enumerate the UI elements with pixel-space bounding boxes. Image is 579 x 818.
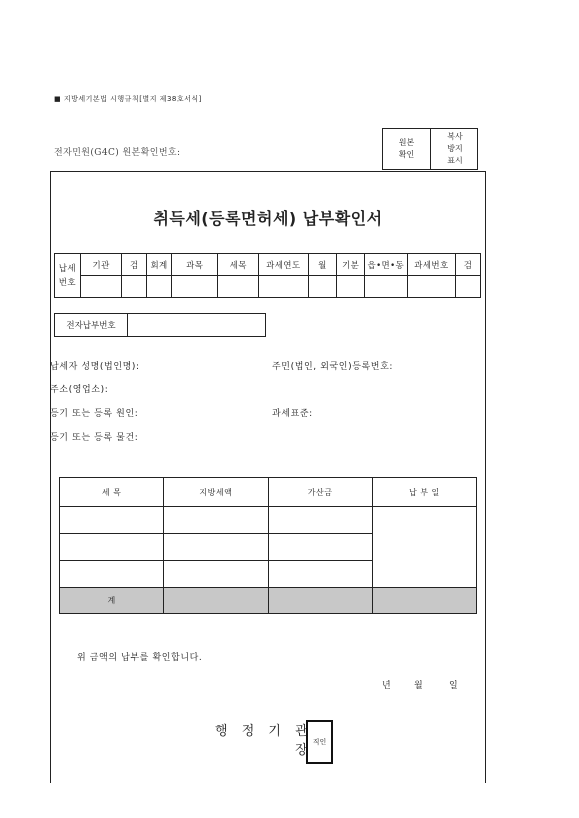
original-confirm-stamp [383, 129, 431, 169]
header-account: 회계 [147, 254, 172, 276]
input-cell[interactable] [171, 276, 218, 298]
total-row [60, 588, 477, 614]
header-agency: 기관 [80, 254, 122, 276]
authority-line: 행 정 기 관 [215, 724, 313, 739]
official-seal-box [306, 720, 333, 764]
form-reference [54, 94, 202, 104]
stamp-text: 원본 [398, 138, 415, 147]
header-surcharge: 가산금 [268, 478, 372, 507]
header-month: 월 [308, 254, 337, 276]
table-row [60, 507, 477, 534]
electronic-payment-box [54, 313, 266, 337]
tax-base-field[interactable]: 과세표준: [272, 409, 313, 419]
header-tax-item: 세목 [218, 254, 259, 276]
frame-left-border [50, 171, 51, 783]
table-row [55, 276, 481, 298]
payment-date-cell[interactable] [372, 507, 476, 588]
header-local-tax: 지방세액 [164, 478, 268, 507]
date-month: 월 [414, 681, 424, 691]
stamp-text: 확인 [398, 150, 415, 159]
label-text: 납세 [58, 263, 76, 274]
header-payment-date: 납 부 일 [372, 478, 476, 507]
electronic-payment-label: 전자납부번호 [55, 314, 128, 337]
bullet-icon: ■ [54, 95, 62, 103]
tax-number-table [54, 253, 481, 298]
tax-item-cell[interactable] [60, 534, 164, 561]
electronic-payment-input[interactable] [128, 314, 266, 337]
input-cell[interactable] [337, 276, 365, 298]
header-tax-number: 과세번호 [407, 254, 455, 276]
input-cell[interactable] [80, 276, 122, 298]
tax-amount-table [59, 477, 477, 614]
resident-number-field[interactable]: 주민(법인, 외국인)등록번호: [272, 362, 394, 372]
date-day: 일 [449, 681, 459, 691]
local-tax-cell[interactable] [164, 534, 268, 561]
table-row [60, 478, 477, 507]
taxpayer-name-field[interactable]: 납세자 성명(법인명): [50, 362, 140, 372]
header-district: 읍•면•동 [365, 254, 408, 276]
stamp-text: 방지 [447, 144, 463, 153]
registration-cause-field[interactable]: 등기 또는 등록 원인: [50, 409, 139, 419]
input-cell[interactable] [365, 276, 408, 298]
table-row [55, 254, 481, 276]
total-local-tax [164, 588, 268, 614]
frame-top-border [50, 171, 486, 172]
confirmation-statement: 위 금액의 납부를 확인합니다. [77, 653, 203, 663]
local-tax-cell[interactable] [164, 561, 268, 588]
law-reference: 지방세기본법 시행규칙[별지 제38호서식] [63, 95, 202, 103]
total-label: 계 [60, 588, 164, 614]
input-cell[interactable] [122, 276, 147, 298]
tax-number-label [55, 254, 81, 298]
tax-item-cell[interactable] [60, 561, 164, 588]
header-check: 검 [122, 254, 147, 276]
original-confirm-label: 전자민원(G4C) 원본확인번호: [54, 148, 181, 158]
input-cell[interactable] [218, 276, 259, 298]
input-cell[interactable] [147, 276, 172, 298]
authority-line: 장 [295, 743, 313, 758]
label-text: 번호 [58, 277, 76, 288]
header-check-2: 검 [456, 254, 481, 276]
surcharge-cell[interactable] [268, 507, 372, 534]
header-period: 기분 [337, 254, 365, 276]
stamp-text: 복사 [447, 132, 463, 141]
surcharge-cell[interactable] [268, 561, 372, 588]
input-cell[interactable] [259, 276, 308, 298]
input-cell[interactable] [407, 276, 455, 298]
input-cell[interactable] [456, 276, 481, 298]
local-tax-cell[interactable] [164, 507, 268, 534]
date-year: 년 [382, 681, 392, 691]
header-tax-item: 세 목 [60, 478, 164, 507]
issuing-authority [215, 722, 313, 760]
stamp-text: 표시 [447, 156, 463, 165]
document-title: 취득세(등록면허세) 납부확인서 [153, 209, 383, 228]
header-subject: 과목 [171, 254, 218, 276]
seal-text: 직인 [312, 738, 327, 746]
tax-item-cell[interactable] [60, 507, 164, 534]
input-cell[interactable] [308, 276, 337, 298]
total-blank [372, 588, 476, 614]
copy-protect-stamp [431, 129, 479, 169]
address-field[interactable]: 주소(영업소): [50, 385, 109, 395]
frame-right-border [485, 171, 486, 783]
table-row [55, 314, 266, 337]
header-tax-year: 과세연도 [259, 254, 308, 276]
total-surcharge [268, 588, 372, 614]
registration-object-field[interactable]: 등기 또는 등록 물건: [50, 433, 139, 443]
surcharge-cell[interactable] [268, 534, 372, 561]
copy-protection-box [382, 128, 478, 170]
